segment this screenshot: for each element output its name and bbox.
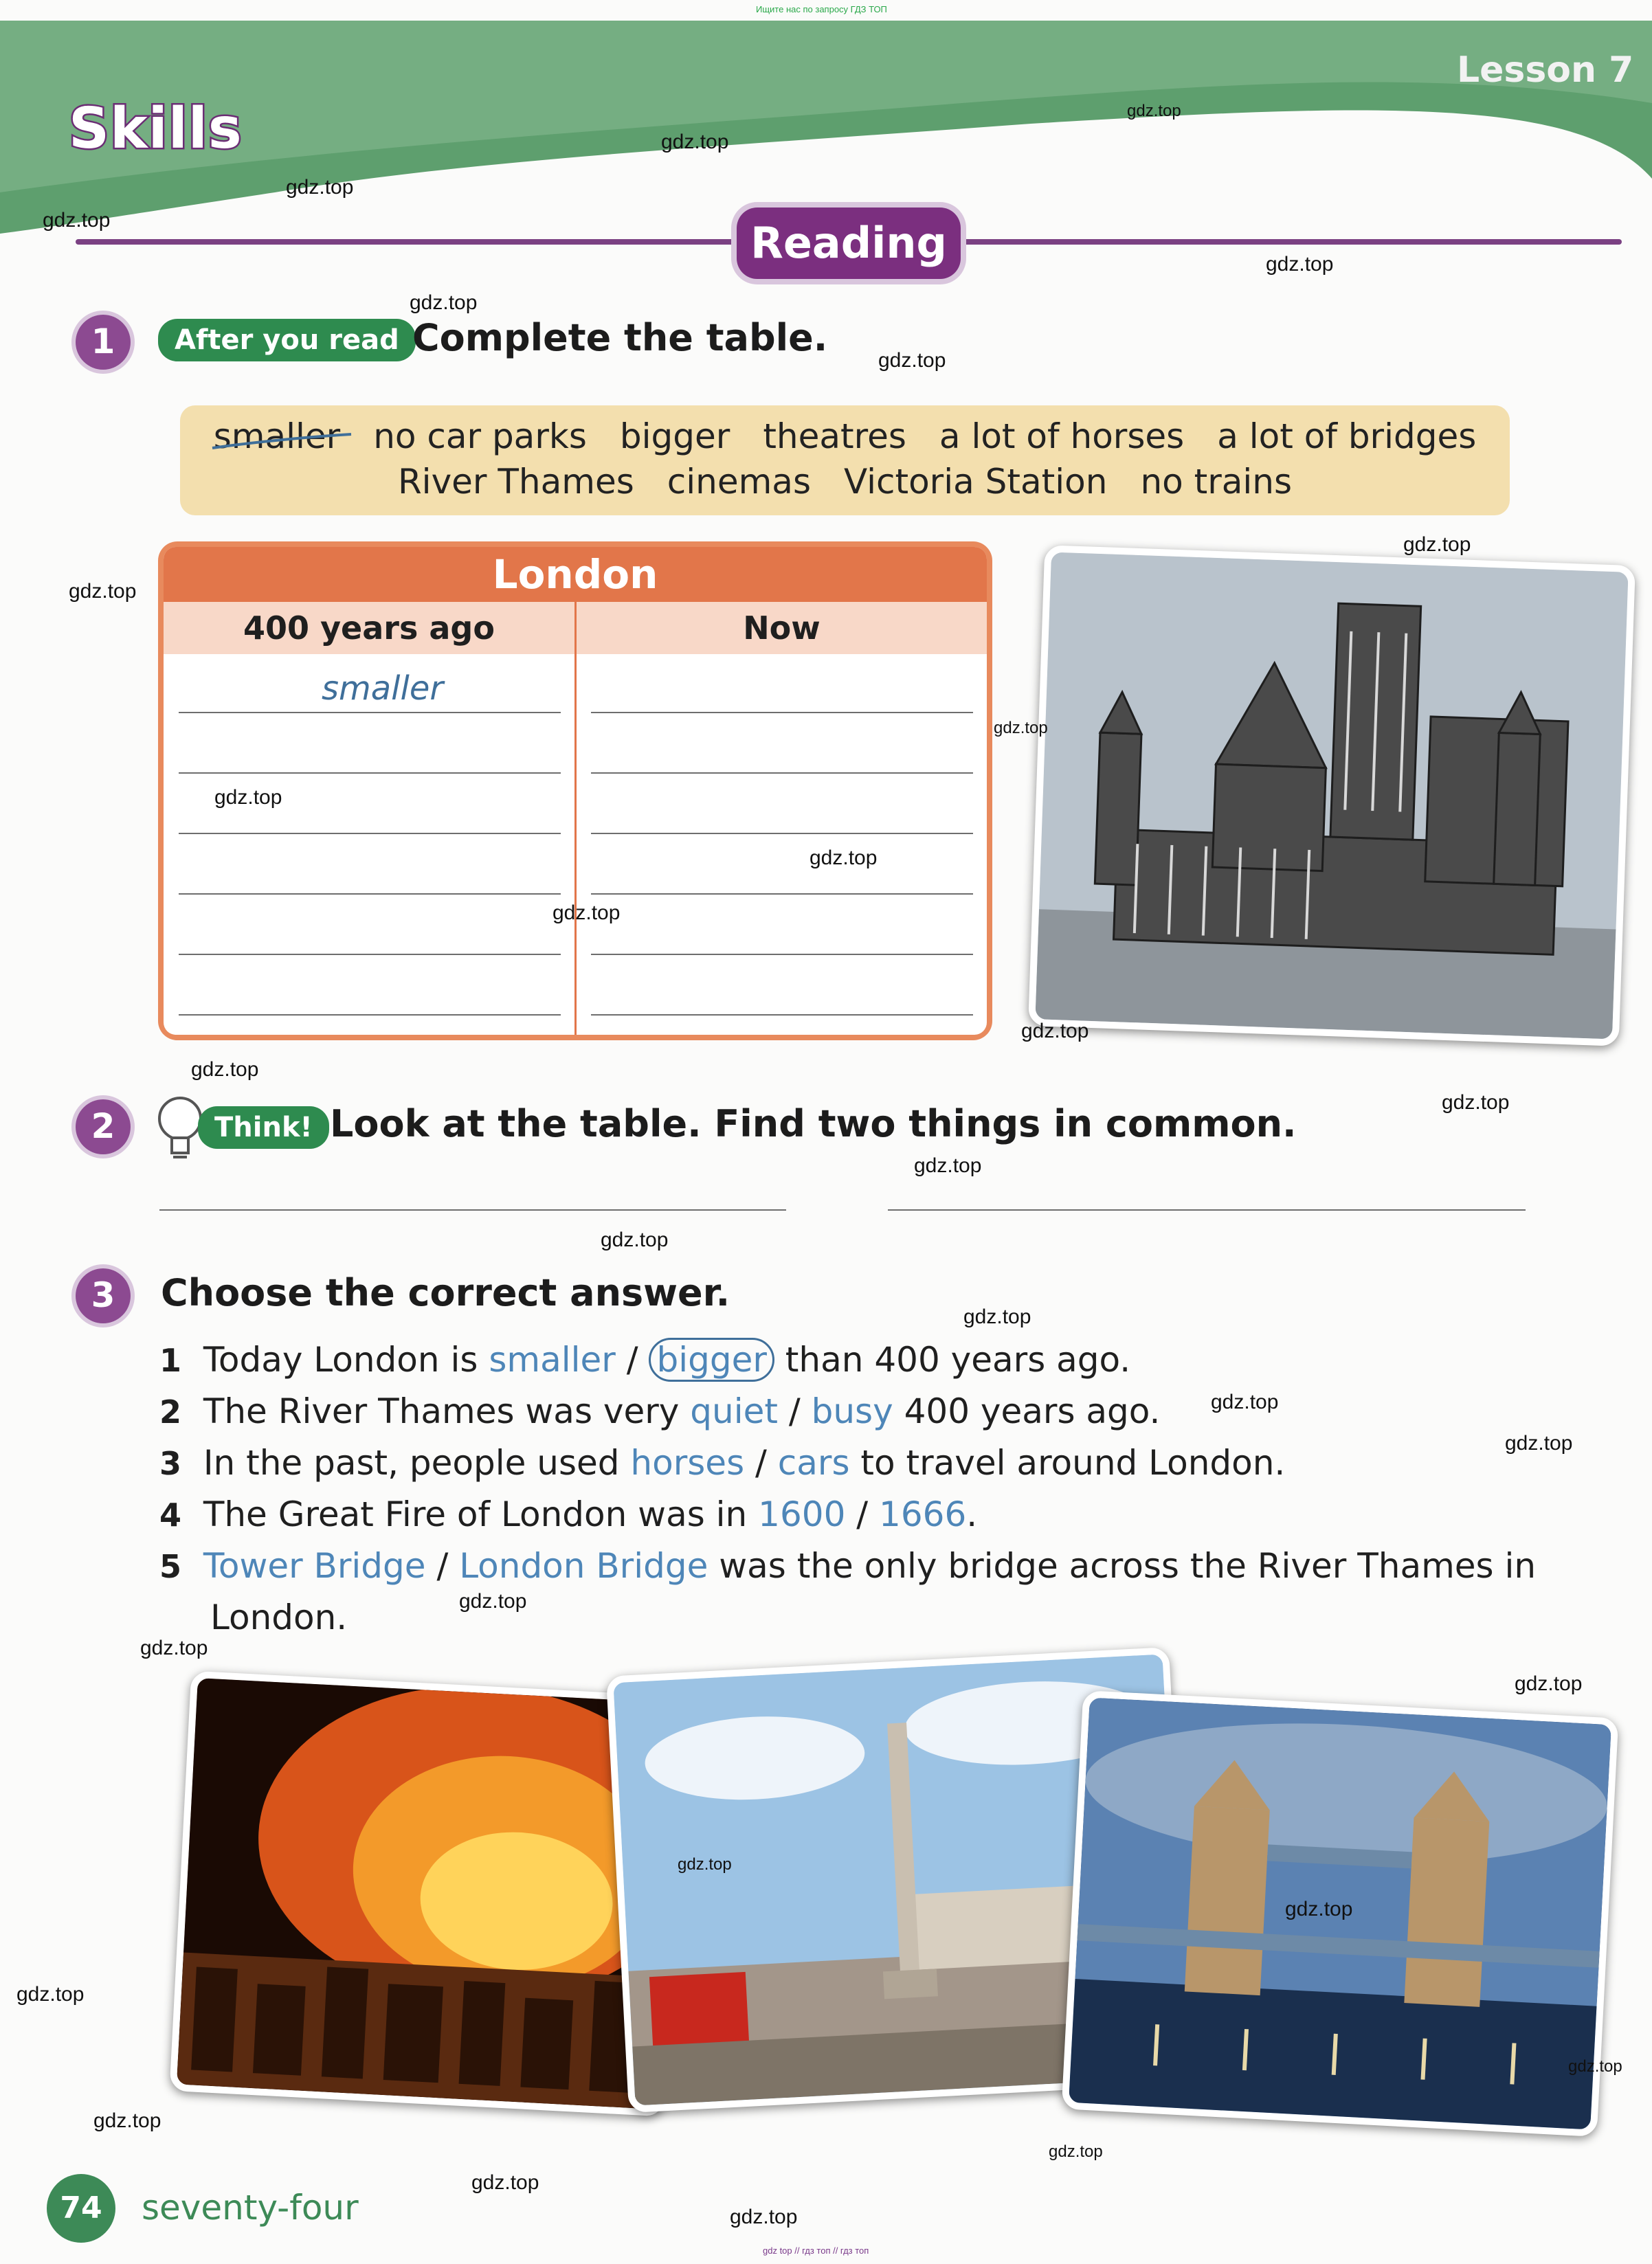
header-banner xyxy=(0,21,1652,234)
top-note: Ищите нас по запросу ГДЗ ТОП xyxy=(756,4,887,14)
skills-title: Skills xyxy=(69,96,243,161)
answer-line[interactable] xyxy=(179,712,561,713)
watermark: gdz.top xyxy=(1403,533,1471,556)
reading-badge: Reading xyxy=(737,208,961,279)
option-b[interactable]: 1666 xyxy=(879,1494,967,1534)
activity-2-instruction: Look at the table. Find two things in common. xyxy=(330,1102,1297,1145)
page-number-word: seventy-four xyxy=(142,2188,359,2228)
question-text-end: . xyxy=(966,1494,978,1534)
option-a[interactable]: horses xyxy=(630,1443,745,1483)
table-title: London xyxy=(164,547,987,602)
watermark: gdz.top xyxy=(471,2171,539,2194)
strikethrough-mark xyxy=(210,433,354,453)
option-b[interactable]: London Bridge xyxy=(459,1546,708,1586)
option-a[interactable]: smaller xyxy=(489,1340,616,1380)
watermark: gdz.top xyxy=(1515,1672,1583,1695)
watermark: gdz.top xyxy=(410,291,478,314)
answer-line[interactable] xyxy=(179,1014,561,1016)
watermark: gdz.top xyxy=(601,1229,669,1251)
word-a-lot-of-bridges: a lot of bridges xyxy=(1217,416,1477,456)
great-fire-photo xyxy=(169,1671,685,2117)
question-5-continued: London. xyxy=(210,1598,348,1637)
activity-1-instruction: Complete the table. xyxy=(412,316,828,359)
watermark: gdz.top xyxy=(661,131,729,153)
word-no-trains: no trains xyxy=(1140,462,1293,502)
word-bigger: bigger xyxy=(619,416,730,456)
question-1: 1 Today London is smaller / bigger than 400 years ago. xyxy=(159,1340,1130,1380)
question-5: 5 Tower Bridge / London Bridge was the only bridge across the River Thames in xyxy=(159,1546,1537,1586)
table-col-now: Now xyxy=(577,602,987,654)
answer-line[interactable] xyxy=(179,833,561,834)
watermark: gdz.top xyxy=(1568,2057,1622,2076)
question-number: 3 xyxy=(159,1445,182,1482)
question-text-end: was the only bridge across the River Thames in xyxy=(708,1546,1537,1586)
table-divider xyxy=(574,654,577,1035)
word-a-lot-of-horses: a lot of horses xyxy=(939,416,1185,456)
watermark: gdz.top xyxy=(914,1154,982,1177)
option-a[interactable]: Tower Bridge xyxy=(203,1546,426,1586)
london-table xyxy=(158,541,992,1040)
word-smaller: smaller xyxy=(213,416,341,456)
watermark: gdz.top xyxy=(678,1855,732,1874)
watermark: gdz.top xyxy=(994,719,1048,737)
activity-3-instruction: Choose the correct answer. xyxy=(161,1271,730,1314)
answer-line[interactable] xyxy=(591,954,973,955)
watermark: gdz.top xyxy=(730,2206,798,2228)
watermark: gdz.top xyxy=(1442,1091,1510,1114)
watermark: gdz.top xyxy=(93,2109,161,2132)
think-badge: Think! xyxy=(198,1106,329,1149)
activity-1-number: 1 xyxy=(76,315,131,370)
table-col-400-years-ago: 400 years ago xyxy=(164,602,577,654)
word-theatres: theatres xyxy=(763,416,906,456)
watermark: gdz.top xyxy=(16,1983,85,2006)
question-text-end: 400 years ago. xyxy=(893,1391,1161,1431)
watermark: gdz.top xyxy=(459,1590,527,1613)
question-text-end: than 400 years ago. xyxy=(774,1340,1131,1380)
watermark: gdz.top xyxy=(1266,253,1334,276)
answer-line[interactable] xyxy=(179,772,561,774)
answer-line[interactable] xyxy=(591,1014,973,1016)
watermark: gdz.top xyxy=(1211,1391,1279,1413)
answer-line[interactable] xyxy=(179,954,561,955)
bottom-note: gdz top // гдз топ // гдз топ xyxy=(763,2245,869,2256)
question-text: In the past, people used xyxy=(203,1443,631,1483)
question-text: Today London is xyxy=(203,1340,489,1380)
watermark: gdz.top xyxy=(69,580,137,603)
word-victoria-station: Victoria Station xyxy=(844,462,1108,502)
after-you-read-badge: After you read xyxy=(158,319,416,361)
watermark: gdz.top xyxy=(878,349,946,372)
question-number: 4 xyxy=(159,1497,182,1534)
answer-line[interactable] xyxy=(888,1209,1526,1211)
answer-line[interactable] xyxy=(591,893,973,895)
option-b[interactable]: busy xyxy=(811,1391,893,1431)
example-answer: smaller xyxy=(322,669,444,708)
word-river-thames: River Thames xyxy=(397,462,634,502)
watermark: gdz.top xyxy=(140,1637,208,1659)
watermark: gdz.top xyxy=(810,847,878,869)
watermark: gdz.top xyxy=(1285,1898,1353,1920)
option-b-circled[interactable]: bigger xyxy=(649,1338,774,1382)
word-cinemas: cinemas xyxy=(667,462,811,502)
watermark: gdz.top xyxy=(552,901,621,924)
question-3: 3 In the past, people used horses / cars to travel around London. xyxy=(159,1443,1286,1483)
activity-2-number: 2 xyxy=(76,1099,131,1154)
answer-line[interactable] xyxy=(591,712,973,713)
question-4: 4 The Great Fire of London was in 1600 / 1666. xyxy=(159,1494,978,1534)
watermark: gdz.top xyxy=(963,1305,1031,1328)
question-number: 2 xyxy=(159,1393,182,1431)
question-number: 1 xyxy=(159,1342,182,1379)
option-b[interactable]: cars xyxy=(777,1443,850,1483)
watermark: gdz.top xyxy=(1505,1432,1573,1455)
answer-line[interactable] xyxy=(591,833,973,834)
option-a[interactable]: 1600 xyxy=(758,1494,846,1534)
word-box-line-2 xyxy=(180,462,1510,502)
word-box-line-1 xyxy=(180,416,1510,456)
answer-line[interactable] xyxy=(591,772,973,774)
word-no-car-parks: no car parks xyxy=(373,416,587,456)
watermark: gdz.top xyxy=(286,176,354,199)
question-number: 5 xyxy=(159,1548,182,1585)
option-a[interactable]: quiet xyxy=(690,1391,778,1431)
page-number: 74 xyxy=(47,2174,115,2243)
watermark: gdz.top xyxy=(191,1058,259,1081)
watermark: gdz.top xyxy=(214,786,282,809)
answer-line[interactable] xyxy=(179,893,561,895)
old-st-pauls-photo xyxy=(1028,545,1636,1046)
activity-3-number: 3 xyxy=(76,1268,131,1323)
watermark: gdz.top xyxy=(1049,2142,1103,2161)
question-text-end: to travel around London. xyxy=(849,1443,1286,1483)
watermark: gdz.top xyxy=(1021,1020,1089,1042)
question-text: The River Thames was very xyxy=(203,1391,691,1431)
question-text: The Great Fire of London was in xyxy=(203,1494,759,1534)
watermark: gdz.top xyxy=(43,209,111,232)
watermark: gdz.top xyxy=(1127,102,1181,120)
lesson-label: Lesson 7 xyxy=(1457,49,1634,91)
answer-line[interactable] xyxy=(159,1209,786,1211)
question-2: 2 The River Thames was very quiet / busy 400 years ago. xyxy=(159,1391,1161,1431)
